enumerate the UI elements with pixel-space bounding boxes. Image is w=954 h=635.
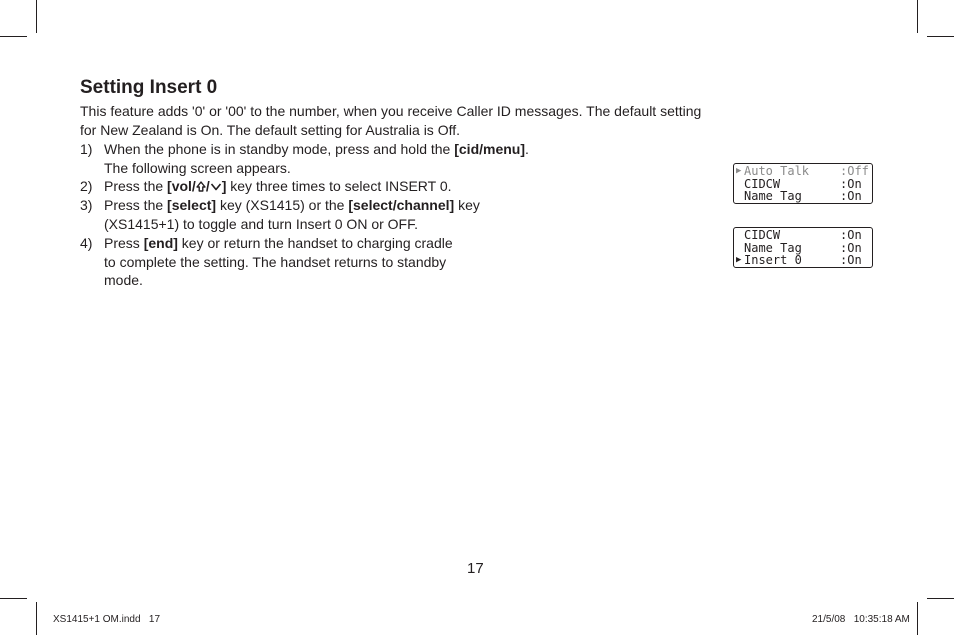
crop-mark-bottom-left-vertical <box>36 602 37 635</box>
lcd-value: :On <box>840 189 862 203</box>
key-name: [cid/menu] <box>454 141 526 157</box>
page-title: Setting Insert 0 <box>80 77 218 98</box>
step-text: (XS1415+1) to toggle and turn Insert 0 ON or OFF. <box>104 215 418 232</box>
crop-mark-top-right-horizontal <box>927 36 954 37</box>
lcd-screen-2 <box>733 227 873 268</box>
up-arrow-icon <box>196 181 206 192</box>
step-text: Press <box>104 235 144 251</box>
lcd-label: Auto Talk <box>744 164 810 178</box>
lcd-value: :On <box>840 253 862 267</box>
pointer-icon: ▶ <box>736 166 742 176</box>
key-name-part: ] <box>221 178 227 194</box>
footer-file-info: XS1415+1 OM.indd 17 <box>53 614 161 625</box>
step-text: key three times to select INSERT 0. <box>226 178 452 194</box>
lcd-value: :On <box>840 228 862 242</box>
lcd-row-selected <box>734 165 872 178</box>
key-name: [end] <box>143 235 178 251</box>
lcd-row <box>734 190 872 203</box>
crop-mark-top-right-vertical <box>917 0 918 33</box>
crop-mark-bottom-right-vertical <box>917 602 918 635</box>
key-name: [select] <box>167 197 217 213</box>
lcd-value: :Off <box>840 164 869 178</box>
step-text: When the phone is in standby mode, press and hold the <box>104 141 455 157</box>
step-text: Press the <box>104 197 168 213</box>
footer-timestamp: 21/5/08 10:35:18 AM <box>812 614 910 625</box>
step-text: The following screen appears. <box>104 159 291 176</box>
lcd-row-selected <box>734 254 872 267</box>
pointer-icon: ▶ <box>736 255 742 265</box>
lcd-screen-1 <box>733 163 873 204</box>
page-number: 17 <box>467 560 484 577</box>
step-text: . <box>525 141 529 157</box>
step-text: key <box>454 197 480 213</box>
lcd-label: CIDCW <box>744 228 781 242</box>
lcd-label: Name Tag <box>744 240 802 255</box>
step-text: key (XS1415) or the <box>216 197 349 213</box>
lcd-label: CIDCW <box>744 176 781 191</box>
step-text: to complete the setting. The handset returns to standby <box>104 253 447 270</box>
step-number: 1) <box>80 141 93 157</box>
crop-mark-top-left-vertical <box>36 0 37 33</box>
key-name: [select/channel] <box>348 197 455 213</box>
key-name: [vol/ / ] <box>167 178 227 194</box>
lcd-label: Name Tag <box>744 189 802 203</box>
intro-line-2: for New Zealand is On. The default setting for Australia is Off. <box>80 122 461 138</box>
crop-mark-bottom-left-horizontal <box>0 598 27 599</box>
lcd-value: :On <box>840 176 862 191</box>
lcd-row <box>734 229 872 242</box>
crop-mark-top-left-horizontal <box>0 36 27 37</box>
lcd-label: Insert 0 <box>744 253 802 267</box>
step-number: 4) <box>80 235 93 251</box>
key-name-part: [vol/ <box>167 178 196 194</box>
step-text: Press the <box>104 178 168 194</box>
lcd-value: :On <box>840 240 862 255</box>
crop-mark-bottom-right-horizontal <box>927 598 954 599</box>
step-number: 2) <box>80 178 93 194</box>
step-text: mode. <box>104 272 143 288</box>
down-arrow-icon <box>210 181 222 192</box>
step-text: key or return the handset to charging cradle <box>177 235 453 251</box>
intro-line-1: This feature adds '0' or '00' to the number, when you receive Caller ID messages. The default setting <box>80 103 702 119</box>
step-number: 3) <box>80 197 93 213</box>
